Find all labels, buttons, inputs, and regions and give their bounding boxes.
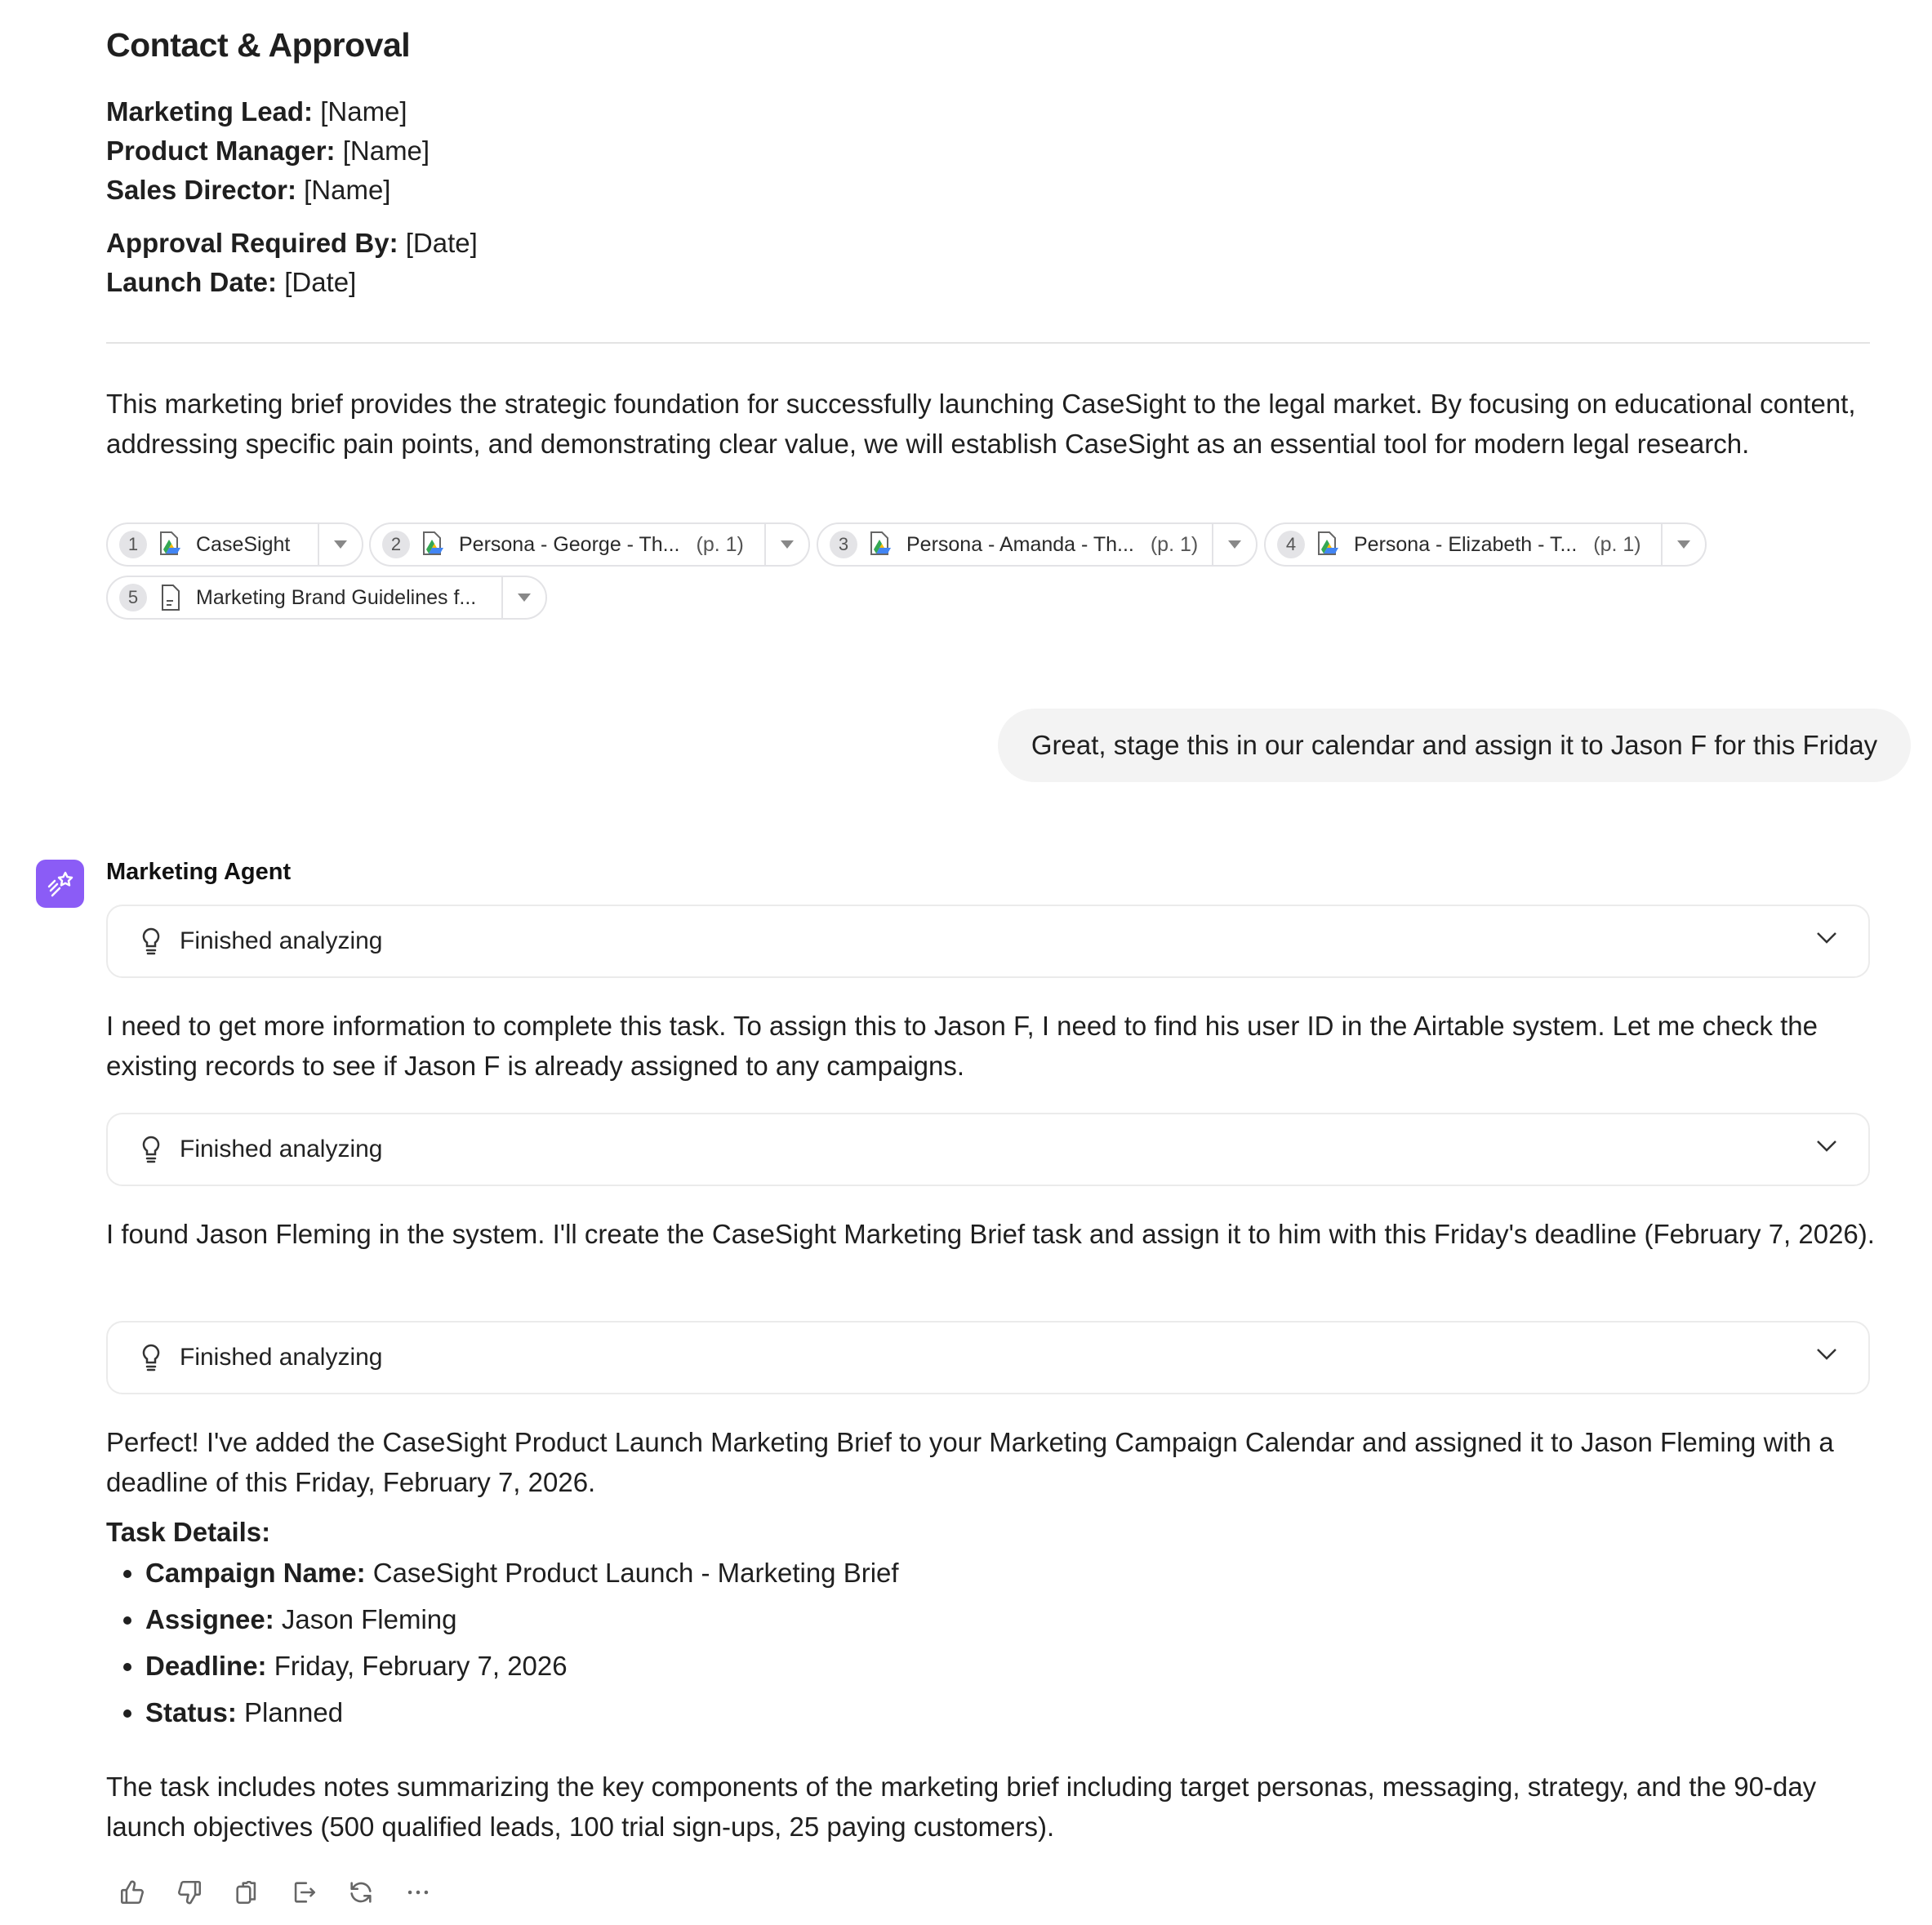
citation-label: Persona - Amanda - Th... [906,532,1134,556]
copy-icon[interactable] [229,1874,265,1910]
chevron-down-icon [1816,1139,1837,1154]
summary-paragraph: This marketing brief provides the strategic foundation for successfully launching CaseSight to the legal market. By focusing on educational content, addressing specific pain points, and demonstrating clear value, we will establish CaseSight as an essential tool for modern legal research. [106,389,1856,459]
task-detail-campaign-name: • Campaign Name: CaseSight Product Launch - Marketing Brief [145,1549,899,1596]
citation-label: Persona - George - Th... [459,532,680,556]
task-detail-status: • Status: Planned [145,1689,899,1736]
field-product-manager: Product Manager: [Name] [106,136,430,166]
citation-number: 5 [119,584,147,611]
field-sales-director: Sales Director: [Name] [106,175,391,205]
task-details-heading: Task Details: [106,1517,271,1547]
citation-page: (p. 1) [1593,532,1641,556]
regenerate-icon[interactable] [343,1874,379,1910]
thinking-label: Finished analyzing [180,1136,383,1163]
citation-chip-3[interactable] [817,522,1258,567]
citation-number: 1 [119,531,147,558]
agent-message-3: Perfect! I've added the CaseSight Product Launch Marketing Brief to your Marketing Campaign Calendar and assigned it to Jason Fleming with a deadline of this Friday, February 7, 2026. [106,1427,1834,1497]
chevron-down-icon[interactable] [318,524,362,565]
field-marketing-lead: Marketing Lead: [Name] [106,96,407,127]
more-icon[interactable] [400,1874,436,1910]
chevron-down-icon [1816,1347,1837,1362]
google-drive-doc-icon [158,531,183,558]
citation-label: CaseSight [196,532,291,556]
field-launch-date: Launch Date: [Date] [106,267,357,297]
chevron-down-icon [1816,931,1837,945]
citation-chip-5[interactable] [106,576,547,620]
chevron-down-icon[interactable] [764,524,808,565]
agent-message-1: I need to get more information to complete this task. To assign this to Jason F, I need to find his user ID in the Airtable system. Let me check the existing records to see if Jason F is already assigned to any campaigns. [106,1011,1818,1081]
citation-page: (p. 1) [1150,532,1199,556]
chevron-down-icon[interactable] [501,577,545,618]
thinking-toggle-2[interactable] [106,1113,1870,1186]
shooting-star-icon [44,868,77,900]
field-approval-required-by: Approval Required By: [Date] [106,228,478,258]
lightbulb-icon [139,1135,163,1164]
citation-page: (p. 1) [696,532,744,556]
message-actions [114,1874,436,1910]
google-drive-doc-icon [1316,531,1341,558]
task-detail-assignee: • Assignee: Jason Fleming [145,1596,899,1643]
citation-label: Persona - Elizabeth - T... [1354,532,1578,556]
thinking-toggle-3[interactable] [106,1321,1870,1394]
document-icon [158,584,183,611]
lightbulb-icon [139,927,163,956]
task-detail-deadline: • Deadline: Friday, February 7, 2026 [145,1643,899,1689]
thinking-label: Finished analyzing [180,927,383,954]
agent-closing-message: The task includes notes summarizing the key components of the marketing brief including target personas, messaging, strategy, and the 90-day launch objectives (500 qualified leads, 100 trial sign-ups, 25 paying customers). [106,1772,1817,1842]
user-message-bubble: Great, stage this in our calendar and assign it to Jason F for this Friday [998,709,1911,782]
lightbulb-icon [139,1343,163,1372]
section-title: Contact & Approval [106,26,411,64]
chevron-down-icon[interactable] [1661,524,1705,565]
citation-chip-2[interactable] [369,522,810,567]
citation-number: 2 [382,531,410,558]
citation-chip-4[interactable] [1264,522,1707,567]
thumbs-up-icon[interactable] [114,1874,150,1910]
agent-avatar [36,860,84,908]
google-drive-doc-icon [869,531,893,558]
agent-name: Marketing Agent [106,859,292,885]
citation-chip-1[interactable] [106,522,363,567]
citation-number: 3 [830,531,857,558]
agent-message-2: I found Jason Fleming in the system. I'll create the CaseSight Marketing Brief task and assign it to him with this Friday's deadline (February 7, 2026). [106,1219,1875,1249]
chevron-down-icon[interactable] [1212,524,1256,565]
citation-label: Marketing Brand Guidelines f... [196,585,477,609]
google-drive-doc-icon [421,531,446,558]
thinking-toggle-1[interactable] [106,905,1870,978]
export-icon[interactable] [286,1874,322,1910]
thinking-label: Finished analyzing [180,1344,383,1371]
task-details-list [106,1549,899,1736]
thumbs-down-icon[interactable] [171,1874,207,1910]
divider [106,342,1870,344]
citation-number: 4 [1277,531,1305,558]
